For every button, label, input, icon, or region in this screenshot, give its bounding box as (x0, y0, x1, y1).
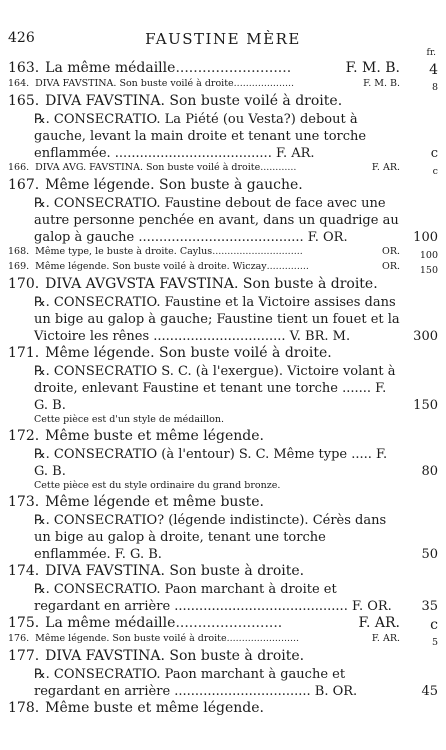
catalog-entry (8, 428, 438, 446)
reverse-description (8, 294, 438, 345)
metal-grade: ....... F. G. B. (34, 381, 387, 413)
reverse-description (8, 581, 438, 615)
entry-text: Même légende. Son buste voilé à droite. (45, 345, 332, 361)
catalog-entry (8, 700, 438, 718)
reverse-text: ℞. CONSECRATIO (à l'entour) S. C. Même type (34, 447, 352, 462)
entry-note: Cette pièce est du style ordinaire du grand bronze. (34, 480, 281, 491)
entry-number: 165. (8, 93, 40, 109)
entry-text: DIVA AVGVSTA FAVSTINA. Son buste à droite. (45, 276, 378, 292)
entry-text: Même type, le buste à droite. Caylus (35, 246, 213, 257)
entry-text: La même médaille (45, 615, 176, 631)
metal-grade: OR. (382, 246, 400, 257)
reverse-text: ℞. CONSECRATIO. Paon marchant à droite et regardant en arrière (34, 582, 337, 614)
entry-number: 170. (8, 276, 40, 292)
metal-grade: F. AR. (371, 633, 400, 644)
price-value: 150 (413, 398, 438, 413)
entry-number: 164. (8, 78, 30, 89)
catalog-entry (8, 162, 438, 177)
entry-number: 172. (8, 428, 40, 444)
dot-leader: ........................ (175, 615, 283, 631)
reverse-text: ℞. CONSECRATIO. Faustine et la Victoire assises dans un bige au galop à gauche; Faustine tient un fouet et la Victoire les rênes (34, 295, 400, 344)
price-value: c (430, 146, 438, 161)
metal-grade: ..... F. G. B. (34, 447, 388, 479)
price-value: 300 (413, 329, 438, 344)
dot-leader: ........................ (226, 633, 300, 644)
catalog-entry (8, 633, 438, 648)
entry-text: Même buste et même légende. (45, 700, 264, 716)
reverse-text: ℞. CONSECRATIO. La Piété (ou Vesta?) debout à gauche, levant la main droite et tenant une torche enflammée. (34, 112, 367, 161)
dot-leader: .............. (266, 261, 309, 272)
entry-note: Cette pièce est d'un style de médaillon. (34, 414, 224, 425)
entry-number: 163. (8, 60, 40, 76)
catalog-entry (8, 563, 438, 581)
entry-number: 174. (8, 563, 40, 579)
page-number: 426 (8, 30, 35, 46)
metal-grade: F. G. B. (114, 547, 162, 562)
reverse-description (8, 363, 438, 414)
entry-text: DIVA FAVSTINA. Son buste voilé à droite. (45, 93, 343, 109)
dot-leader: .................... (233, 78, 295, 89)
entry-number: 178. (8, 700, 40, 716)
catalog-entry (8, 60, 438, 78)
price-value: 4 (429, 62, 438, 78)
metal-grade: F. M. B. (363, 78, 400, 89)
catalog-entry (8, 648, 438, 666)
price-value: 150 (419, 265, 438, 276)
metal-grade: .......................................... F. OR. (174, 599, 392, 614)
metal-grade: F. AR. (371, 162, 400, 173)
price-value: c (432, 166, 438, 177)
catalog-entry (8, 177, 438, 195)
metal-grade: F. AR. (358, 615, 400, 631)
catalog-entry (8, 261, 438, 276)
price-column-header: fr. (426, 48, 436, 58)
price-value: 8 (431, 82, 438, 93)
entry-number: 167. (8, 177, 40, 193)
entry-number: 173. (8, 494, 40, 510)
catalog-entry (8, 78, 438, 93)
dot-leader: ............ (260, 162, 297, 173)
price-value: 80 (421, 464, 438, 479)
catalog-entry (8, 615, 438, 633)
reverse-description (8, 512, 438, 563)
price-value: 50 (421, 547, 438, 562)
entry-text: La même médaille (45, 60, 176, 76)
reverse-text: ℞. CONSECRATIO. Faustine debout de face avec une autre personne penchée en avant, dans un quadrige au galop à gauche (34, 196, 399, 245)
entry-text: Même buste et même légende. (45, 428, 264, 444)
metal-grade: ................................ V. BR. M. (153, 329, 351, 344)
entry-text: DIVA FAVSTINA. Son buste à droite. (45, 563, 305, 579)
reverse-description (8, 446, 438, 480)
catalog-entries (8, 60, 438, 718)
catalog-entry (8, 276, 438, 294)
entry-number: 169. (8, 261, 30, 272)
entry-text: Même légende. Son buste à gauche. (45, 177, 303, 193)
entry-number: 166. (8, 162, 30, 173)
metal-grade: F. M. B. (345, 60, 400, 76)
entry-number: 171. (8, 345, 40, 361)
entry-number: 176. (8, 633, 30, 644)
entry-number: 175. (8, 615, 40, 631)
price-value: 100 (413, 230, 438, 245)
entry-number: 168. (8, 246, 30, 257)
entry-text: DIVA FAVSTINA. Son buste à droite. (45, 648, 305, 664)
price-value: 45 (421, 684, 438, 699)
dot-leader: .............................. (212, 246, 303, 257)
metal-grade: ................................. B. OR. (174, 684, 358, 699)
catalog-entry (8, 93, 438, 111)
metal-grade: ........................................ F. OR. (138, 230, 348, 245)
entry-text: DIVA AVG. FAVSTINA. Son buste voilé à droite (35, 162, 261, 173)
metal-grade: OR. (382, 261, 400, 272)
catalog-entry (8, 345, 438, 363)
reverse-description (8, 195, 438, 246)
entry-text: DIVA FAVSTINA. Son buste voilé à droite (35, 78, 234, 89)
price-value: c (430, 617, 438, 633)
reverse-text: ℞. CONSECRATIO S. C. (à l'exergue). Victoire volant à droite, enlevant Faustine et tenant une torche (34, 364, 396, 396)
price-value: 100 (419, 250, 438, 261)
entry-number: 177. (8, 648, 40, 664)
entry-text: Même légende. Son buste voilé à droite. Wiczay (35, 261, 267, 272)
reverse-description (8, 111, 438, 162)
dot-leader: .......................... (175, 60, 292, 76)
catalog-entry (8, 246, 438, 261)
metal-grade: ...................................... F. AR. (114, 146, 315, 161)
price-value: 35 (421, 599, 438, 614)
catalog-entry (8, 494, 438, 512)
entry-text: Même légende et même buste. (45, 494, 264, 510)
price-value: 5 (431, 637, 438, 648)
page-title: FAUSTINE MÈRE (145, 30, 301, 48)
reverse-text: ℞. CONSECRATIO. Paon marchant à gauche et regardant en arrière (34, 667, 346, 699)
reverse-text: ℞. CONSECRATIO? (légende indistincte). Cérès dans un bige au galop à droite, tenant une torche enflammée. (34, 513, 387, 562)
entry-text: Même légende. Son buste voilé à droite (35, 633, 227, 644)
reverse-description (8, 666, 438, 700)
